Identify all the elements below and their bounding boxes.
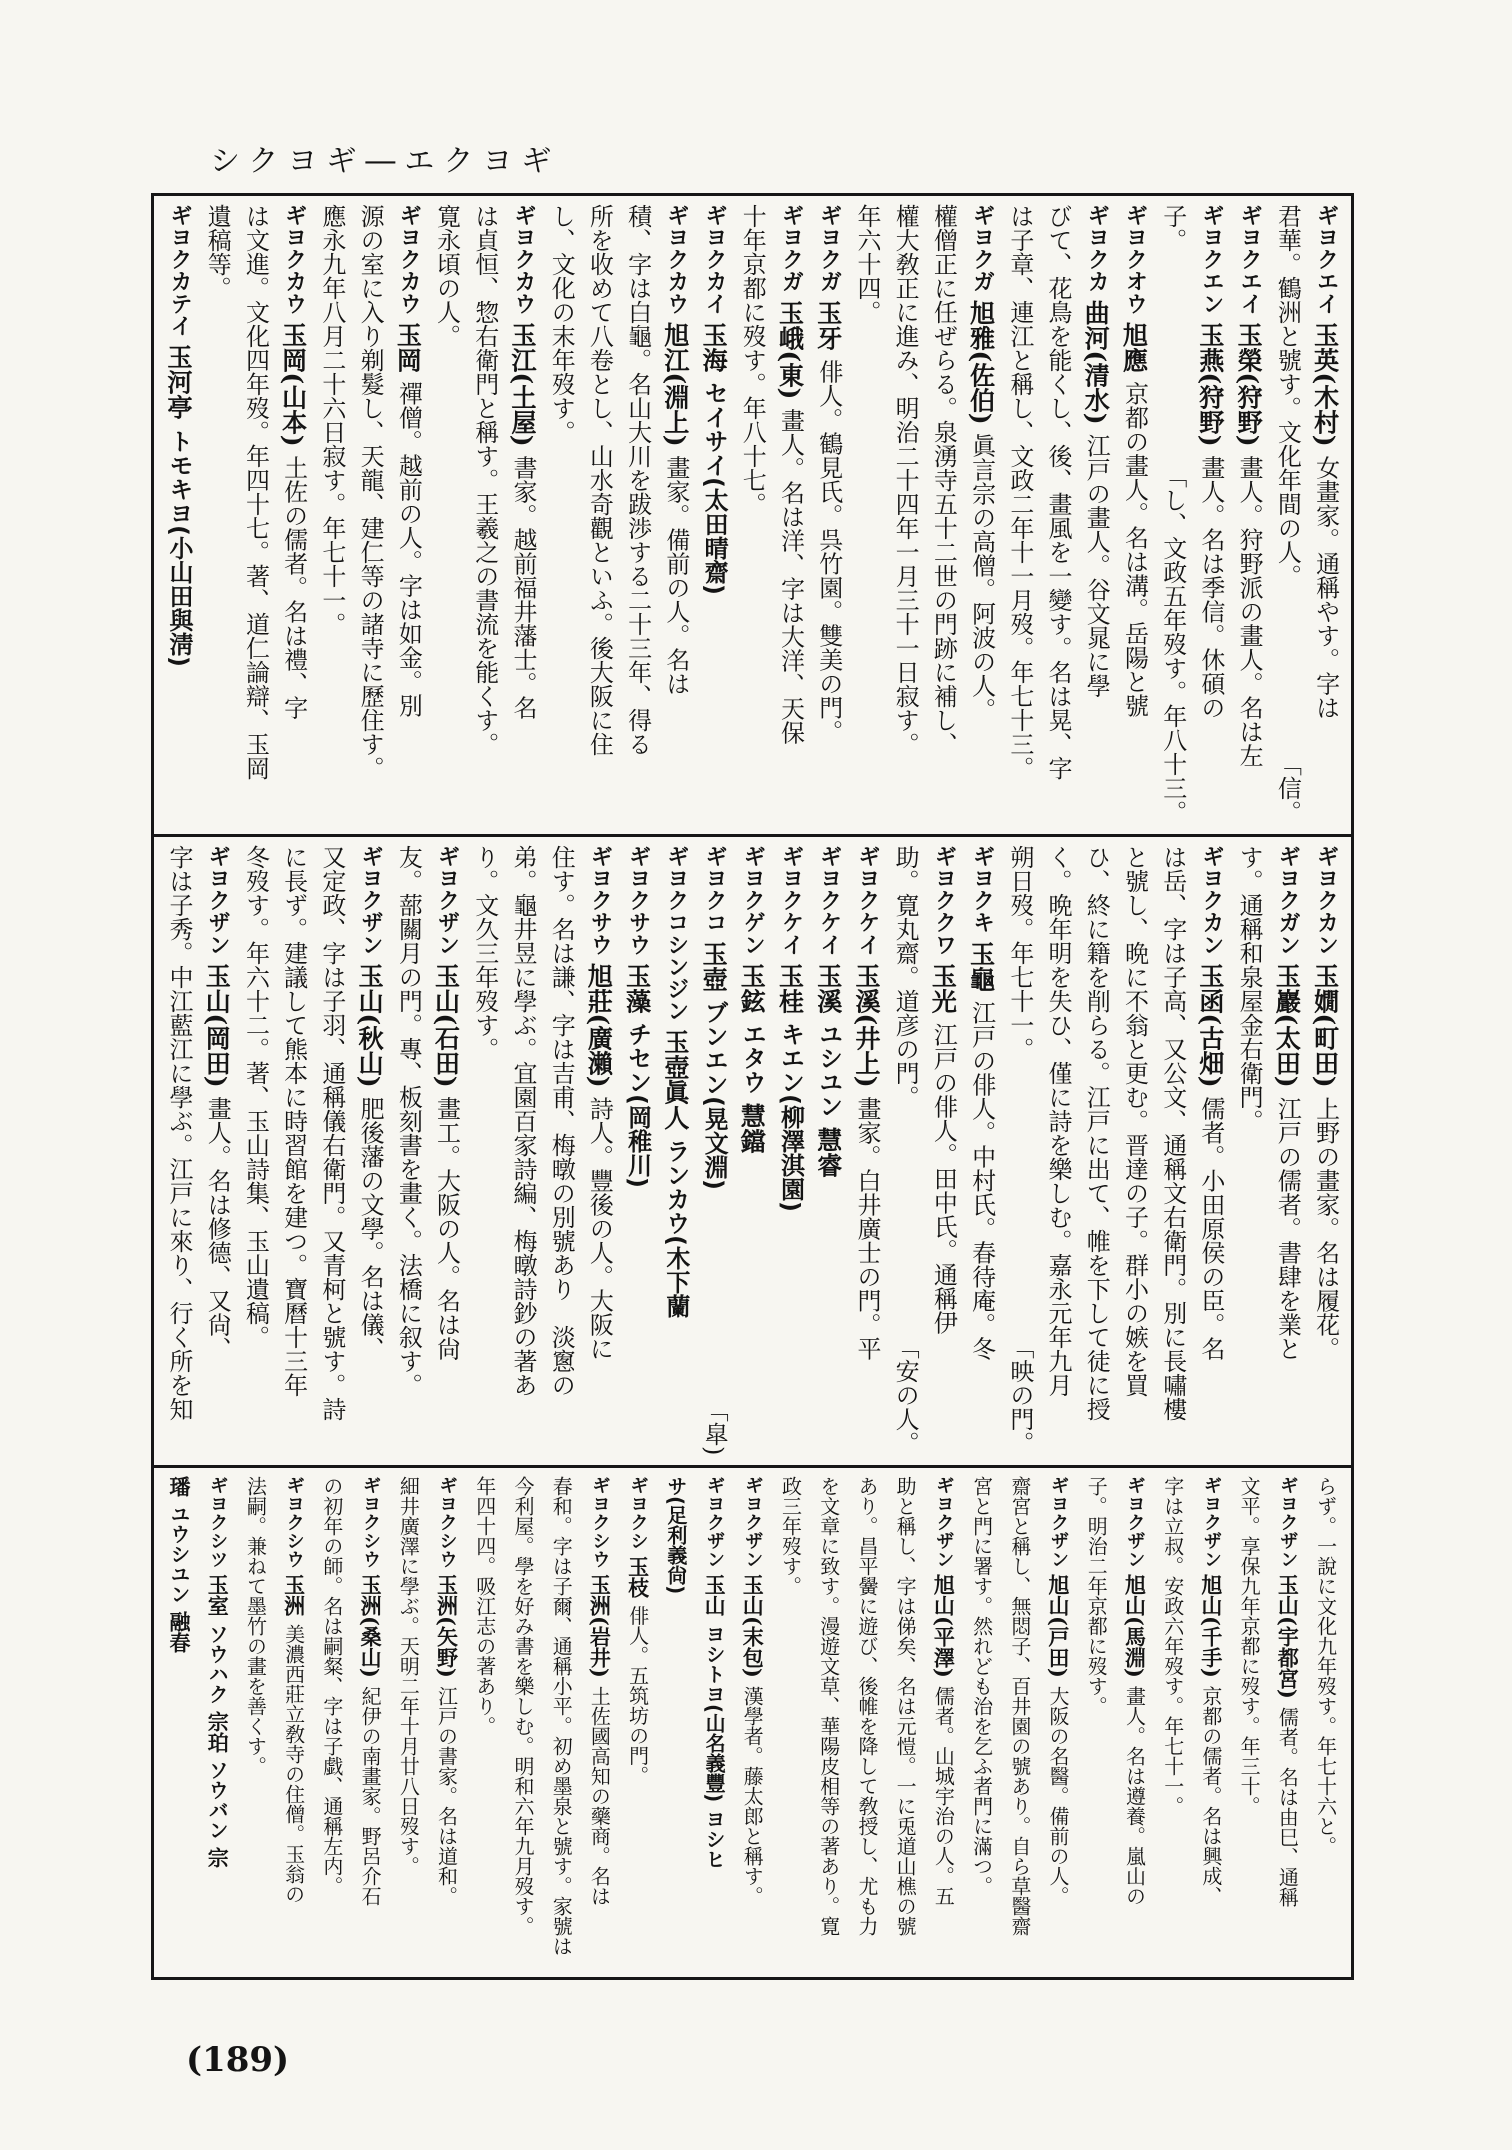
headword: 旭山(戸田): [1046, 1574, 1072, 1679]
entry-column: [160, 845, 198, 1457]
entry-column: [657, 845, 695, 1457]
headword-kana: ギヨクザン: [434, 845, 460, 956]
headword: 融春: [167, 1611, 192, 1654]
headword: 玉山(秋山): [355, 963, 386, 1088]
entry-text: を文章に致す。漫遊文草、華陽皮相等の著あり。寛: [816, 1476, 841, 1936]
entry-column: [733, 1476, 771, 1969]
entry-column: [466, 1476, 504, 1969]
headword-kana: ギヨクカウ: [663, 204, 689, 315]
headword: 玉江(土屋): [507, 322, 538, 447]
entry-column: [1192, 204, 1230, 826]
entry-text: 畫家。白井廣士の門。平: [852, 1096, 881, 1361]
entry-column: [810, 204, 848, 826]
headword: 玉洲: [281, 1574, 307, 1617]
headword: 玉枝: [625, 1556, 651, 1599]
entry-text: し、文化の末年歿す。: [547, 204, 576, 444]
entry-column: [1077, 845, 1115, 1457]
entry-column: [236, 204, 274, 826]
entry-column: [1307, 1476, 1345, 1969]
headword-kana: ギヨクカイ: [702, 204, 728, 315]
entry-text: 上野の畫家。名は履花。: [1311, 1096, 1340, 1361]
headword-kana: ギヨクシウ: [360, 1476, 382, 1568]
entry-column: [1307, 204, 1345, 826]
entry-column: [924, 204, 962, 826]
entry-text: 江戸の俳人。田中氏。通稱伊: [929, 1022, 958, 1335]
entry-column: [924, 1476, 962, 1969]
entry-text: 土佐國高知の藥商。名は: [587, 1685, 612, 1906]
headword-kana: ギヨクシウ: [589, 1476, 611, 1568]
entry-text: は子章、連江と稱し、文政二年十一月歿。年七十三。: [1005, 204, 1034, 780]
headword: 宗: [205, 1847, 231, 1869]
entry-text: 畫人。名は洋、字は大洋、天保: [776, 408, 805, 745]
entry-column: [466, 845, 504, 1457]
entry-text: 細井廣澤に學ぶ。天明二年十月廿八日歿す。: [396, 1476, 421, 1876]
headword: 玉峨(東): [775, 300, 806, 400]
headword-kana: ギヨクザン: [933, 1476, 955, 1568]
headword: 玉岡: [393, 322, 424, 373]
entry-column: [772, 1476, 810, 1969]
headword: 旭山(平澤): [931, 1574, 957, 1679]
entry-text: 友。蔀關月の門。專、板刻書を畫く。法橋に叙す。: [394, 845, 423, 1397]
entry-text: 應永九年八月二十六日寂す。年七十一。: [317, 204, 346, 636]
entry-text: 政三年歿す。: [778, 1476, 803, 1596]
headword: 旭雅(佐伯): [966, 300, 997, 425]
headword: 玉岡(山本): [278, 322, 309, 447]
headword: 玉海: [699, 322, 730, 373]
headword: 玉山(岡田): [202, 963, 233, 1088]
entry-column: [389, 845, 427, 1457]
entry-text: 京都の儒者。名は興成、: [1198, 1685, 1223, 1906]
entry-text: 年四十四。吸江志の著あり。: [472, 1476, 497, 1736]
entry-column: [733, 204, 771, 826]
entry-column: [1154, 845, 1192, 1457]
headword: 玉龜: [966, 941, 997, 992]
headword: 宗珀: [205, 1710, 231, 1753]
entry-column: [1230, 204, 1268, 826]
cross-reference: キエン(柳澤淇園): [776, 1022, 805, 1213]
headword: 曲河(清水): [1081, 300, 1112, 425]
headword-kana: ギヨクエイ: [1237, 204, 1263, 315]
entry-column: [466, 204, 504, 826]
entry-column: [580, 204, 618, 826]
entry-text: 畫家。備前の人。名は: [661, 455, 690, 696]
page-number: (189): [186, 2040, 290, 2080]
entry-column: [1115, 845, 1153, 1457]
headword-kana: ギヨクザン: [1124, 1476, 1146, 1568]
entry-column: [1077, 1476, 1115, 1969]
entry-text: 年六十四。: [852, 204, 881, 324]
entry-column: [619, 1476, 657, 1969]
entry-column: [542, 204, 580, 826]
headword: 玉巖(太田): [1272, 963, 1303, 1088]
entry-text: に長ず。建議して熊本に時習館を建つ。寶曆十三年: [279, 845, 308, 1397]
headword-kana: ギヨクザン: [205, 845, 231, 956]
entry-text: 冬歿す。年六十二。著、玉山詩集、玉山遺稿。: [241, 845, 270, 1349]
cross-reference: ユシユン: [814, 1022, 843, 1119]
entry-text: 江戸の書家。名は道和。: [434, 1685, 459, 1906]
entry-column: [1001, 845, 1039, 1457]
headword: 旭應: [1119, 322, 1150, 373]
headword-kana: ギヨクザン: [1277, 1476, 1299, 1568]
entry-column: [848, 1476, 886, 1969]
headword-kana: ギヨクコシンジン: [663, 845, 689, 1022]
entry-text: 儒者。小田原侯の臣。名: [1196, 1096, 1225, 1361]
entry-column: [695, 845, 733, 1457]
entry-column: [351, 1476, 389, 1969]
cross-reference: ソウバン: [205, 1760, 230, 1841]
continuation-tail: 「皐): [700, 1397, 729, 1455]
cross-reference: ユウシユン: [167, 1504, 191, 1605]
entry-column: [160, 1476, 198, 1969]
entry-text: 字は子秀。中江藍江に學ぶ。江戸に來り、行く所を知: [165, 845, 193, 1421]
headword: 玉山(宇都宮): [1275, 1574, 1301, 1700]
headword: 玉壺: [699, 941, 730, 992]
entry-column: [810, 1476, 848, 1969]
entry-column: [1192, 845, 1230, 1457]
entry-column: [1230, 845, 1268, 1457]
headword: 玉溪(井上): [851, 963, 882, 1088]
entry-text: 書家。越前福井藩士。名: [508, 455, 537, 720]
headword: 玉溪: [813, 963, 844, 1014]
entry-text: 俳人。五筑坊の門。: [625, 1605, 650, 1786]
entry-text: く。晩年明を失ひ、僅に詩を樂しむ。嘉永元年九月: [1044, 845, 1073, 1397]
cross-reference: ヨシヒ: [702, 1809, 727, 1870]
headword-kana: ギヨクシツ: [207, 1476, 229, 1568]
entry-column: [160, 204, 198, 826]
headword-kana: ギヨクシウ: [283, 1476, 305, 1568]
entry-column: [275, 1476, 313, 1969]
entry-column: [1115, 1476, 1153, 1969]
entry-text: びて、花鳥を能くし、後、畫風を一變す。名は晃、字: [1044, 204, 1073, 780]
entry-column: [695, 204, 733, 826]
headword: 玉山: [702, 1574, 728, 1617]
entry-text: 君華。鶴洲と號す。文化年間の人。: [1273, 204, 1302, 588]
entry-column: [1268, 204, 1306, 826]
entry-column: [313, 845, 351, 1457]
entry-text: り。文久三年歿す。: [470, 845, 499, 1061]
entry-column: [963, 1476, 1001, 1969]
headword-kana: ギヨクカテイ: [167, 204, 192, 337]
headword-kana: ギヨクガ: [969, 204, 995, 293]
entry-text: あり。昌平黌に遊び、後帷を降して敎授し、尤も力: [854, 1476, 879, 1936]
headword: 玉牙: [813, 300, 844, 351]
entry-column: [1268, 1476, 1306, 1969]
headword-kana: ギヨクコ: [702, 845, 728, 934]
entry-column: [389, 204, 427, 826]
entry-text: 俳人。鶴見氏。呉竹園。雙美の門。: [814, 359, 843, 744]
entry-column: [1039, 204, 1077, 826]
headword: 玉英(木村): [1310, 322, 1341, 447]
entry-column: [619, 845, 657, 1457]
entry-column: [1230, 1476, 1268, 1969]
entry-text: 美濃西莊立敎寺の住僧。玉翁の: [281, 1623, 306, 1904]
entry-text: 儒者。山城宇治の人。五: [931, 1685, 956, 1906]
entry-column: [695, 1476, 733, 1969]
cross-reference: サ(足利義尙): [663, 1476, 688, 1595]
entry-text: と號し、晩に不翁と更む。晋達の子。群小の嫉を買: [1120, 845, 1149, 1397]
entry-text: 權僧正に任ぜらる。泉湧寺五十二世の門跡に補し、: [929, 204, 958, 756]
entry-column: [810, 845, 848, 1457]
entry-column: [1115, 204, 1153, 826]
entry-column: [963, 845, 1001, 1457]
entry-column: [1001, 204, 1039, 826]
headword: 玉壺眞人: [660, 1029, 691, 1131]
headword-kana: ギヨクカ: [1084, 204, 1110, 293]
entry-text: 又定政、字は子羽、通稱儀右衛門。又青柯と號す。詩: [317, 845, 346, 1421]
headword-kana: ギヨクザン: [1048, 1476, 1070, 1568]
entry-text: 積、字は白龜。名山大川を跋渉する二十三年、得る: [623, 204, 652, 756]
entry-column: [733, 845, 771, 1457]
entry-column: [1154, 204, 1192, 826]
entry-text: 京都の畫人。名は溝。岳陽と號: [1120, 381, 1149, 718]
entry-column: [1039, 1476, 1077, 1969]
entry-text: 宮と門に署す。然れども治を乞ふ者門に滿つ。: [969, 1476, 994, 1896]
entry-column: [313, 204, 351, 826]
headword-kana: ギヨクケイ: [778, 845, 804, 956]
headword: 慧睿: [813, 1126, 844, 1178]
entry-text: 助。寛丸齋。道彦の門。: [891, 845, 920, 1109]
entry-column: [580, 1476, 618, 1969]
entry-text: 土佐の儒者。名は禮、字: [279, 455, 308, 720]
entry-column: [886, 204, 924, 826]
dictionary-frame: [151, 193, 1354, 1980]
entry-text: 畫人。名は遵養。嵐山の: [1122, 1685, 1147, 1906]
headword: 玉室: [205, 1574, 231, 1617]
headword-kana: ギヨクエイ: [1313, 204, 1339, 315]
entry-column: [198, 845, 236, 1457]
entry-text: らず。一說に文化九年歿す。年七十六と。: [1313, 1476, 1338, 1856]
entry-text: 江戸の儒者。書肆を業と: [1273, 1096, 1302, 1361]
running-head: シクヨギ―エクヨギ: [210, 144, 561, 179]
entry-column: [657, 1476, 695, 1969]
entry-column: [1268, 845, 1306, 1457]
entry-text: 遺稿等。: [203, 204, 232, 300]
tier-bottom: [154, 1468, 1351, 1977]
entry-column: [580, 845, 618, 1457]
entry-column: [1077, 204, 1115, 826]
entry-column: [542, 1476, 580, 1969]
entry-text: 子。明治二年京都に歿す。: [1084, 1476, 1109, 1716]
entry-text: は文進。文化四年歿。年四十七。著、道仁論辯、玉岡: [241, 204, 270, 780]
entry-text: 春和。字は子爾、通稱小平。初め墨泉と號す。家號は: [549, 1476, 574, 1956]
entry-column: [619, 204, 657, 826]
headword-kana: ギヨクガ: [816, 204, 842, 293]
headword: 玉洲(岩井): [587, 1574, 613, 1679]
cross-reference: チセン(岡稚川): [623, 1022, 652, 1189]
entry-text: 助と稱し、字は俤矣、名は元愷。一に兎道山樵の號: [893, 1476, 918, 1936]
entry-column: [236, 1476, 274, 1969]
entry-column: [848, 845, 886, 1457]
entry-text: 住す。名は謙、字は吉甫、梅暾の別號あり 淡窻の: [547, 845, 576, 1397]
headword: 玉嫺(町田): [1310, 963, 1341, 1088]
entry-column: [1154, 1476, 1192, 1969]
headword-kana: ギヨクシウ: [436, 1476, 458, 1568]
entry-column: [504, 1476, 542, 1969]
headword-kana: ギヨクサウ: [625, 845, 651, 956]
entry-column: [428, 845, 466, 1457]
headword: 玉山(石田): [431, 963, 462, 1088]
cross-reference: ランカウ(木下蘭: [661, 1138, 690, 1318]
entry-column: [848, 204, 886, 826]
entry-text: 眞言宗の高僧。阿波の人。: [967, 433, 996, 722]
entry-column: [389, 1476, 427, 1969]
headword-kana: ギヨクケイ: [816, 845, 842, 956]
entry-text: 漢學者。藤太郎と稱す。: [740, 1685, 765, 1906]
entry-text: 畫人。名は修德、又尙、: [203, 1096, 232, 1361]
entry-column: [428, 1476, 466, 1969]
entry-column: [198, 204, 236, 826]
continuation-tail: 「信。: [1273, 752, 1302, 824]
tier-top: [154, 196, 1351, 837]
headword-kana: ギヨクザン: [1200, 1476, 1222, 1568]
headword-kana: ギヨクザン: [704, 1476, 726, 1568]
entry-column: [657, 204, 695, 826]
entry-column: [886, 845, 924, 1457]
headword: 玉藻: [622, 963, 653, 1014]
headword: 璠: [167, 1476, 192, 1497]
entry-column: [1307, 845, 1345, 1457]
entry-text: 今利屋。學を好み書を樂しむ。明和六年九月歿す。: [510, 1476, 535, 1936]
continuation-tail: 「安の人。: [891, 1335, 920, 1455]
headword: 旭莊(廣瀨): [584, 963, 615, 1088]
entry-text: 女畫家。通稱やす。字は: [1311, 455, 1340, 720]
entry-column: [236, 845, 274, 1457]
headword-kana: ギヨクエン: [1198, 204, 1224, 315]
entry-text: 禪僧。越前の人。字は如金。別: [394, 381, 423, 718]
entry-column: [1192, 1476, 1230, 1969]
entry-text: 肥後藩の文學。名は儀、: [356, 1096, 385, 1361]
headword: 玉函(古畑): [1195, 963, 1226, 1088]
headword-kana: ギヨクガ: [778, 204, 804, 293]
tier-middle: [154, 837, 1351, 1468]
entry-column: [504, 204, 542, 826]
headword-kana: ギヨクガン: [1275, 845, 1301, 956]
entry-text: 寛永頃の人。: [432, 204, 461, 348]
entry-column: [1039, 845, 1077, 1457]
headword: 玉山(末包): [740, 1574, 766, 1679]
entry-column: [772, 204, 810, 826]
headword-kana: ギヨクオウ: [1122, 204, 1148, 315]
cross-reference: ヨシトヨ(山名義豐): [702, 1623, 727, 1803]
headword: 玉光: [928, 963, 959, 1014]
headword: 旭山(千手): [1198, 1574, 1224, 1679]
entry-text: は岳、字は子高、又公文、通稱文右衛門。別に長嘯樓: [1158, 845, 1187, 1421]
entry-text: 畫人。狩野派の畫人。名は左: [1235, 455, 1264, 768]
entry-text: は貞恒、惣右衛門と稱す。王羲之の書流を能くす。: [470, 204, 499, 756]
headword-kana: ギヨクサウ: [587, 845, 613, 956]
headword: 玉榮(狩野): [1234, 322, 1265, 447]
entry-text: 詩人。豐後の人。大阪に: [585, 1096, 614, 1361]
entry-text: 朔日歿。年七十一。: [1005, 845, 1034, 1061]
continuation-tail: 「映の門。: [1005, 1335, 1034, 1455]
headword: 玉洲(矢野): [434, 1574, 460, 1679]
entry-column: [1001, 1476, 1039, 1969]
headword-kana: ギヨクカウ: [396, 204, 422, 315]
entry-text: の初年の師。名は嗣粲、字は子戯、通稱左内。: [319, 1476, 344, 1896]
entry-text: 法嗣。兼ねて墨竹の畫を善くす。: [243, 1476, 268, 1776]
entry-text: 子。: [1158, 204, 1187, 252]
headword: 旭江(淵上): [660, 322, 691, 447]
entry-text: 畫人。名は季信。休碩の: [1196, 455, 1225, 720]
entry-text: 所を收めて八卷とし、山水奇觀といふ。後大阪に住: [585, 204, 614, 756]
cross-reference: エタウ: [738, 1022, 767, 1095]
entry-text: 弟。龜井昱に學ぶ。宜園百家詩編、梅暾詩鈔の著あ: [508, 845, 537, 1397]
headword-kana: ギヨクキ: [969, 845, 995, 934]
cross-reference: ソウハク: [205, 1623, 230, 1704]
entry-column: [504, 845, 542, 1457]
entry-column: [428, 204, 466, 826]
entry-column: [198, 1476, 236, 1969]
entry-text: 齋宮と稱し、無悶子、百井園の號あり。自ら草醫齋: [1007, 1476, 1032, 1936]
entry-column: [313, 1476, 351, 1969]
headword: 玉鉉: [737, 963, 768, 1014]
entry-text: 大阪の名醫。備前の人。: [1046, 1685, 1071, 1906]
headword-kana: ギヨクカン: [1198, 845, 1224, 956]
entry-text: 紀伊の南畫家。野呂介石: [358, 1685, 383, 1906]
entry-text: 源の室に入り剃髮し、天龍、建仁等の諸寺に歷住す。: [356, 204, 385, 780]
cross-reference: セイサイ(太田晴齋): [700, 381, 729, 596]
entry-text: 江戸の俳人。中村氏。春待庵。冬: [967, 1000, 996, 1361]
entry-column: [542, 845, 580, 1457]
headword: 玉洲(桑山): [358, 1574, 384, 1679]
headword-kana: ギヨクゲン: [740, 845, 766, 956]
headword-kana: ギヨクケイ: [854, 845, 880, 956]
entry-text: す。通稱和泉屋金右衛門。: [1235, 845, 1264, 1133]
headword: 慧鐺: [737, 1102, 768, 1154]
entry-text: 字は立叔。安政六年歿す。年七十一。: [1160, 1476, 1185, 1816]
entry-text: ひ、終に籍を削らる。江戸に出て、帷を下して徒に授: [1082, 845, 1111, 1421]
entry-text: 文平。享保九年京都に歿す。年三十。: [1237, 1476, 1262, 1816]
continuation-tail: 「し、文政五年歿す。年八十三。: [1158, 464, 1187, 824]
entry-text: 權大敎正に進み、明治二十四年一月三十一日寂す。: [891, 204, 920, 756]
headword: 玉河亭: [164, 344, 194, 420]
headword: 玉燕(狩野): [1195, 322, 1226, 447]
entry-text: 儒者。名は由巳、通稱: [1275, 1706, 1300, 1907]
headword-kana: ギヨクザン: [358, 845, 384, 956]
entry-column: [275, 204, 313, 826]
headword-kana: ギヨククワ: [931, 845, 957, 956]
entry-text: 十年京都に歿す。年八十七。: [738, 204, 767, 516]
entry-column: [351, 845, 389, 1457]
headword: 旭山(馬淵): [1122, 1574, 1148, 1679]
entry-column: [275, 845, 313, 1457]
cross-reference: トモキヨ(小山田與淸): [165, 428, 193, 667]
headword: 玉桂: [775, 963, 806, 1014]
headword-kana: ギヨクシ: [627, 1476, 649, 1550]
entry-column: [772, 845, 810, 1457]
entry-column: [924, 845, 962, 1457]
entry-column: [886, 1476, 924, 1969]
entry-column: [351, 204, 389, 826]
cross-reference: ブンエン(晃文淵): [700, 1000, 729, 1191]
entry-text: 畫工。大阪の人。名は尙: [432, 1096, 461, 1361]
entry-column: [963, 204, 1001, 826]
headword-kana: ギヨクカン: [1313, 845, 1339, 956]
entry-text: 江戸の畫人。谷文晁に學: [1082, 433, 1111, 698]
headword-kana: ギヨクザン: [742, 1476, 764, 1568]
headword-kana: ギヨクカウ: [510, 204, 536, 315]
headword-kana: ギヨクカウ: [281, 204, 307, 315]
